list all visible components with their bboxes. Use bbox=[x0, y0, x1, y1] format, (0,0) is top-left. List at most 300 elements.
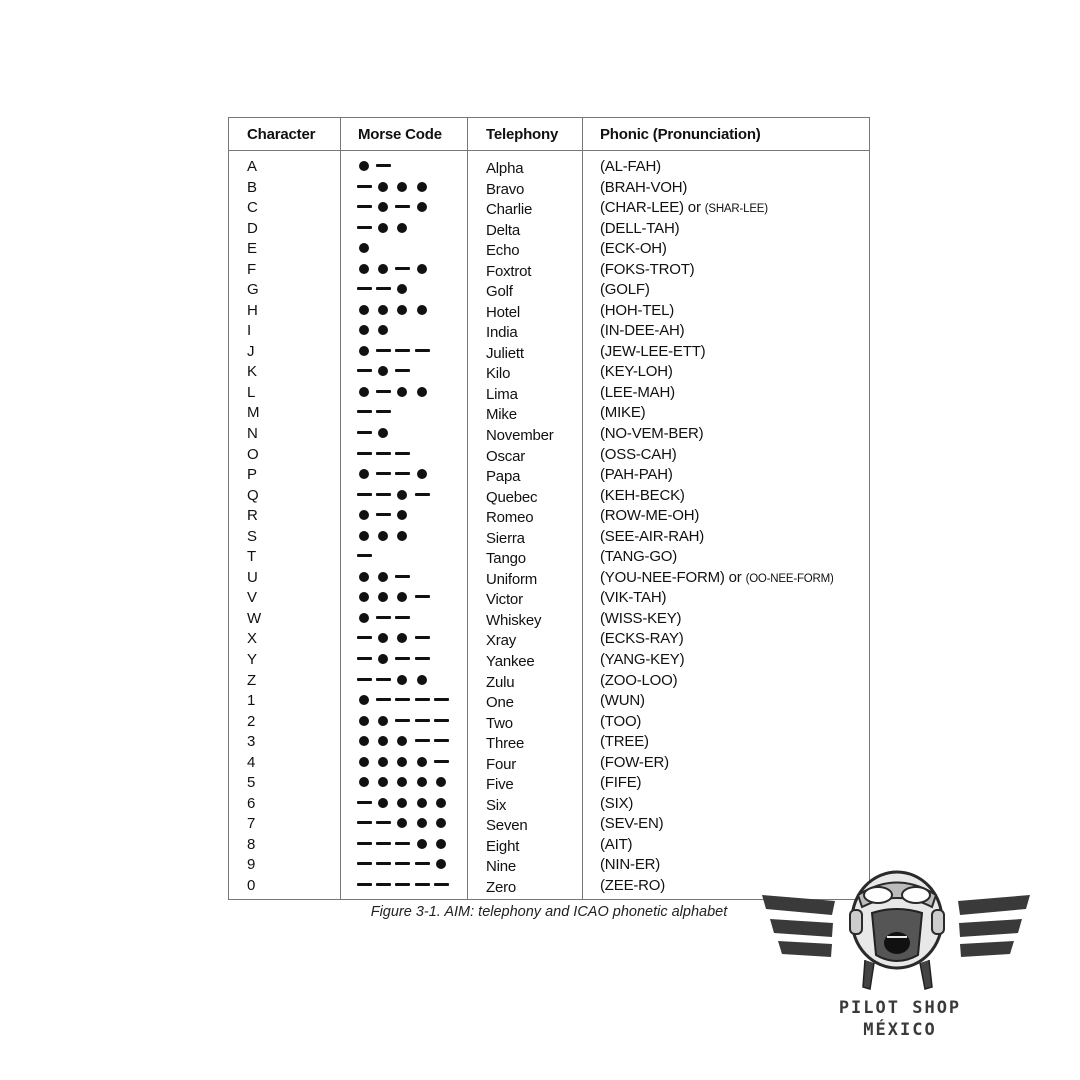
morse-dot bbox=[417, 202, 427, 212]
phonic-main: (CHAR-LEE) or bbox=[600, 199, 705, 217]
morse-dash bbox=[357, 226, 372, 229]
morse-dash bbox=[395, 575, 410, 578]
character-cell: L bbox=[247, 383, 256, 401]
morse-dot bbox=[417, 305, 427, 315]
phonic-cell bbox=[600, 507, 699, 524]
morse-dot bbox=[378, 182, 388, 192]
phonic-main: (BRAH-VOH) bbox=[600, 178, 688, 196]
morse-dot bbox=[359, 777, 369, 787]
table-row bbox=[229, 690, 869, 711]
phonic-main: (TOO) bbox=[600, 712, 642, 730]
character-cell: I bbox=[247, 322, 251, 340]
morse-dash bbox=[376, 883, 391, 886]
phonic-main: (KEH-BECK) bbox=[600, 486, 685, 504]
morse-dot bbox=[359, 469, 369, 479]
phonic-main: (WUN) bbox=[600, 692, 645, 710]
phonic-cell bbox=[600, 466, 673, 483]
telephony-cell: One bbox=[486, 694, 514, 712]
morse-dot bbox=[378, 325, 388, 335]
character-cell: 6 bbox=[247, 794, 256, 812]
telephony-cell: Alpha bbox=[486, 160, 524, 177]
table-row bbox=[229, 259, 869, 280]
phonic-cell bbox=[600, 548, 677, 565]
table-row bbox=[229, 628, 869, 649]
phonic-cell bbox=[600, 795, 633, 812]
character-cell: F bbox=[247, 260, 256, 278]
table-row bbox=[229, 361, 869, 382]
phonic-main: (SIX) bbox=[600, 794, 634, 812]
character-cell: U bbox=[247, 568, 258, 586]
morse-dash bbox=[357, 369, 372, 372]
character-cell: T bbox=[247, 548, 256, 566]
telephony-cell: Romeo bbox=[486, 509, 534, 527]
phonic-alternate: (SHAR-LEE) bbox=[704, 203, 768, 216]
phonic-cell bbox=[600, 363, 673, 380]
morse-dot bbox=[436, 818, 446, 828]
phonic-main: (ECKS-RAY) bbox=[600, 630, 684, 648]
character-cell: A bbox=[247, 158, 257, 175]
morse-dash bbox=[357, 842, 372, 845]
morse-dash bbox=[357, 452, 372, 455]
character-cell: W bbox=[247, 609, 261, 627]
morse-dot bbox=[378, 264, 388, 274]
morse-dot bbox=[359, 592, 369, 602]
morse-dot bbox=[417, 264, 427, 274]
phonic-cell bbox=[600, 836, 632, 853]
morse-dot bbox=[359, 510, 369, 520]
phonic-main: (NIN-ER) bbox=[600, 856, 661, 874]
telephony-cell: Quebec bbox=[486, 488, 538, 506]
morse-dot bbox=[378, 223, 388, 233]
morse-dot bbox=[378, 633, 388, 643]
character-cell: 7 bbox=[247, 815, 256, 833]
morse-dot bbox=[359, 736, 369, 746]
table-row bbox=[229, 197, 869, 218]
table-row bbox=[229, 752, 869, 773]
morse-dash bbox=[434, 698, 449, 701]
phonic-main: (ECK-OH) bbox=[600, 240, 667, 258]
morse-dot bbox=[359, 613, 369, 623]
morse-dot bbox=[397, 223, 407, 233]
phonic-cell bbox=[600, 815, 663, 832]
character-cell: 8 bbox=[247, 835, 256, 853]
phonic-main: (NO-VEM-BER) bbox=[600, 425, 704, 443]
phonic-main: (JEW-LEE-ETT) bbox=[600, 342, 706, 360]
morse-dot bbox=[417, 182, 427, 192]
telephony-cell: Tango bbox=[486, 550, 526, 568]
morse-dash bbox=[376, 349, 391, 352]
phonic-main: (SEE-AIR-RAH) bbox=[600, 527, 705, 545]
morse-dash bbox=[415, 862, 430, 865]
morse-dot bbox=[397, 387, 407, 397]
telephony-cell: Yankee bbox=[486, 652, 535, 670]
morse-dot bbox=[397, 305, 407, 315]
morse-dash bbox=[376, 678, 391, 681]
morse-dash bbox=[395, 616, 410, 619]
header-morse-code: Morse Code bbox=[358, 126, 442, 143]
morse-dash bbox=[395, 452, 410, 455]
character-cell: E bbox=[247, 240, 257, 258]
morse-dot bbox=[359, 243, 369, 253]
morse-dot bbox=[359, 325, 369, 335]
morse-dot bbox=[397, 736, 407, 746]
wing-stripe bbox=[762, 895, 835, 915]
character-cell: V bbox=[247, 589, 257, 607]
table-row bbox=[229, 156, 869, 177]
table-row bbox=[229, 649, 869, 670]
morse-dash bbox=[395, 472, 410, 475]
telephony-cell: Nine bbox=[486, 858, 517, 876]
character-cell: G bbox=[247, 281, 259, 299]
table-row bbox=[229, 505, 869, 526]
morse-dash bbox=[395, 349, 410, 352]
morse-dash bbox=[395, 267, 410, 270]
morse-dot bbox=[397, 490, 407, 500]
character-cell: O bbox=[247, 445, 259, 463]
table-row bbox=[229, 444, 869, 465]
morse-dash bbox=[357, 657, 372, 660]
table-row bbox=[229, 670, 869, 691]
telephony-cell: Victor bbox=[486, 591, 523, 609]
telephony-cell: Whiskey bbox=[486, 611, 542, 629]
morse-dash bbox=[395, 698, 410, 701]
table-row bbox=[229, 793, 869, 814]
phonic-cell bbox=[600, 610, 681, 627]
morse-dot bbox=[417, 818, 427, 828]
character-cell: X bbox=[247, 630, 257, 648]
character-cell: 5 bbox=[247, 774, 256, 792]
morse-dash bbox=[357, 185, 372, 188]
phonic-main: (AIT) bbox=[600, 835, 633, 853]
phonic-cell bbox=[600, 487, 685, 504]
morse-dash bbox=[415, 739, 430, 742]
phonic-cell bbox=[600, 384, 675, 401]
morse-dash bbox=[395, 883, 410, 886]
telephony-cell: Golf bbox=[486, 283, 513, 301]
phonic-cell bbox=[600, 302, 674, 319]
morse-dash bbox=[395, 842, 410, 845]
table-row bbox=[229, 320, 869, 341]
morse-dot bbox=[397, 798, 407, 808]
phonic-main: (YANG-KEY) bbox=[600, 650, 685, 668]
table-row bbox=[229, 341, 869, 362]
morse-dash bbox=[434, 883, 449, 886]
morse-dash bbox=[357, 636, 372, 639]
telephony-cell: Charlie bbox=[486, 201, 533, 219]
morse-dot bbox=[359, 346, 369, 356]
table-row bbox=[229, 711, 869, 732]
morse-dash bbox=[376, 390, 391, 393]
phonic-cell bbox=[600, 630, 684, 647]
wing-stripe bbox=[958, 895, 1030, 915]
phonic-cell bbox=[600, 589, 666, 606]
telephony-cell: Uniform bbox=[486, 570, 538, 588]
table-row bbox=[229, 238, 869, 259]
phonic-cell bbox=[600, 322, 684, 339]
morse-dot bbox=[397, 675, 407, 685]
phonic-cell bbox=[600, 672, 677, 689]
phonic-cell bbox=[600, 774, 641, 791]
morse-dot bbox=[359, 716, 369, 726]
phonic-cell bbox=[600, 528, 704, 545]
morse-dot bbox=[378, 202, 388, 212]
telephony-cell: Xray bbox=[486, 632, 517, 650]
phonic-main: (TREE) bbox=[600, 733, 649, 751]
phonic-main: (FOKS-TROT) bbox=[600, 260, 695, 278]
morse-dash bbox=[357, 801, 372, 804]
character-cell: J bbox=[247, 342, 255, 360]
table-row bbox=[229, 834, 869, 855]
phonic-cell bbox=[600, 261, 694, 278]
morse-dot bbox=[436, 777, 446, 787]
morse-dot bbox=[378, 716, 388, 726]
telephony-cell: Bravo bbox=[486, 180, 525, 198]
phonic-cell bbox=[600, 425, 703, 442]
table-row bbox=[229, 587, 869, 608]
phonic-main: (ZEE-RO) bbox=[600, 876, 666, 894]
logo-text-line1: PILOT SHOP bbox=[838, 998, 962, 1018]
table-row bbox=[229, 177, 869, 198]
phonic-main: (WISS-KEY) bbox=[600, 609, 682, 627]
morse-dot bbox=[378, 798, 388, 808]
wing-stripe bbox=[770, 919, 833, 937]
character-cell: M bbox=[247, 404, 260, 422]
telephony-cell: Mike bbox=[486, 406, 517, 424]
morse-dash bbox=[434, 719, 449, 722]
telephony-cell: Three bbox=[486, 735, 525, 753]
phonic-cell bbox=[600, 856, 660, 873]
phonic-cell bbox=[600, 569, 834, 586]
morse-dash bbox=[395, 719, 410, 722]
phonic-main: (AL-FAH) bbox=[600, 158, 661, 175]
character-cell: P bbox=[247, 466, 257, 484]
morse-dot bbox=[397, 757, 407, 767]
morse-dot bbox=[417, 839, 427, 849]
morse-dot bbox=[436, 839, 446, 849]
table-row bbox=[229, 279, 869, 300]
telephony-cell: India bbox=[486, 324, 518, 342]
morse-dash bbox=[415, 493, 430, 496]
morse-dash bbox=[415, 636, 430, 639]
telephony-cell: Foxtrot bbox=[486, 262, 532, 280]
table-row bbox=[229, 218, 869, 239]
phonic-cell bbox=[600, 713, 641, 730]
telephony-cell: Oscar bbox=[486, 447, 526, 465]
morse-dash bbox=[434, 739, 449, 742]
telephony-cell: Lima bbox=[486, 385, 518, 403]
phonic-cell bbox=[600, 651, 684, 668]
morse-dot bbox=[417, 387, 427, 397]
phonic-cell bbox=[600, 281, 650, 298]
header-phonic: Phonic (Pronunciation) bbox=[600, 126, 761, 143]
telephony-cell: Juliett bbox=[486, 344, 524, 362]
morse-dash bbox=[395, 205, 410, 208]
morse-dash bbox=[395, 862, 410, 865]
character-cell: 3 bbox=[247, 733, 256, 751]
gorilla-pilot-icon bbox=[760, 865, 1040, 1005]
morse-dot bbox=[359, 161, 369, 171]
phonic-main: (KEY-LOH) bbox=[600, 363, 673, 381]
phonic-main: (DELL-TAH) bbox=[600, 219, 680, 237]
phonic-main: (ZOO-LOO) bbox=[600, 671, 678, 689]
morse-dash bbox=[415, 883, 430, 886]
morse-dash bbox=[357, 883, 372, 886]
morse-dot bbox=[359, 695, 369, 705]
telephony-cell: Hotel bbox=[486, 303, 521, 321]
table-row bbox=[229, 567, 869, 588]
phonic-cell bbox=[600, 179, 687, 196]
character-cell: Z bbox=[247, 671, 256, 689]
character-cell: H bbox=[247, 301, 258, 319]
header-telephony: Telephony bbox=[486, 126, 559, 143]
character-cell: N bbox=[247, 425, 258, 443]
table-row bbox=[229, 546, 869, 567]
morse-dot bbox=[417, 675, 427, 685]
wing-stripe bbox=[960, 941, 1014, 957]
morse-dash bbox=[376, 164, 391, 167]
phonic-cell bbox=[600, 692, 645, 709]
morse-dot bbox=[397, 531, 407, 541]
phonetic-alphabet-table bbox=[228, 117, 870, 900]
phonic-main: (PAH-PAH) bbox=[600, 466, 673, 484]
table-row bbox=[229, 300, 869, 321]
phonic-cell bbox=[600, 199, 768, 216]
phonic-cell bbox=[600, 240, 667, 257]
morse-dot bbox=[378, 305, 388, 315]
morse-dash bbox=[357, 821, 372, 824]
morse-dash bbox=[434, 760, 449, 763]
table-row bbox=[229, 423, 869, 444]
character-cell: K bbox=[247, 363, 257, 381]
phonic-cell bbox=[600, 158, 661, 175]
character-cell: 2 bbox=[247, 712, 256, 730]
morse-dot bbox=[417, 777, 427, 787]
morse-dash bbox=[357, 431, 372, 434]
character-cell: Y bbox=[247, 650, 257, 668]
phonic-cell bbox=[600, 343, 705, 360]
character-cell: Q bbox=[247, 486, 259, 504]
morse-dash bbox=[415, 657, 430, 660]
logo-text-line2: MÉXICO bbox=[863, 1020, 937, 1040]
table-row bbox=[229, 813, 869, 834]
phonic-cell bbox=[600, 220, 679, 237]
morse-dash bbox=[357, 410, 372, 413]
phonic-cell bbox=[600, 446, 677, 463]
phonic-main: (OSS-CAH) bbox=[600, 445, 677, 463]
phonic-cell bbox=[600, 754, 669, 771]
morse-dot bbox=[378, 572, 388, 582]
morse-dot bbox=[359, 305, 369, 315]
telephony-cell: Two bbox=[486, 714, 513, 732]
phonic-cell bbox=[600, 877, 665, 894]
morse-dot bbox=[359, 387, 369, 397]
morse-dot bbox=[397, 284, 407, 294]
phonic-main: (ROW-ME-OH) bbox=[600, 507, 700, 525]
morse-dash bbox=[376, 616, 391, 619]
table-row bbox=[229, 464, 869, 485]
table-row bbox=[229, 485, 869, 506]
table-row bbox=[229, 382, 869, 403]
morse-dash bbox=[376, 862, 391, 865]
morse-dot bbox=[436, 798, 446, 808]
figure-caption: Figure 3-1. AIM: telephony and ICAO phonetic alphabet bbox=[370, 904, 728, 920]
telephony-cell: Zero bbox=[486, 878, 517, 896]
morse-dash bbox=[415, 698, 430, 701]
table-row bbox=[229, 608, 869, 629]
morse-dot bbox=[378, 592, 388, 602]
character-cell: 4 bbox=[247, 753, 256, 771]
telephony-cell: Five bbox=[486, 776, 514, 794]
wing-stripe bbox=[778, 941, 832, 957]
morse-dot bbox=[378, 531, 388, 541]
telephony-cell: Zulu bbox=[486, 673, 515, 691]
morse-dot bbox=[397, 510, 407, 520]
morse-dash bbox=[376, 821, 391, 824]
header-character: Character bbox=[247, 126, 316, 143]
phonic-main: (GOLF) bbox=[600, 281, 650, 299]
telephony-cell: Four bbox=[486, 755, 517, 773]
table-row bbox=[229, 772, 869, 793]
morse-dot bbox=[359, 572, 369, 582]
morse-dash bbox=[357, 205, 372, 208]
character-cell: C bbox=[247, 199, 258, 217]
morse-dot bbox=[378, 777, 388, 787]
morse-dash bbox=[376, 452, 391, 455]
phonic-main: (IN-DEE-AH) bbox=[600, 322, 685, 340]
morse-dot bbox=[378, 428, 388, 438]
character-cell: S bbox=[247, 527, 257, 545]
morse-dash bbox=[357, 862, 372, 865]
telephony-cell: Kilo bbox=[486, 365, 511, 383]
character-cell: R bbox=[247, 507, 258, 525]
morse-dot bbox=[378, 736, 388, 746]
morse-dot bbox=[436, 859, 446, 869]
telephony-cell: Echo bbox=[486, 242, 520, 260]
phonic-main: (MIKE) bbox=[600, 404, 646, 422]
morse-dot bbox=[378, 654, 388, 664]
morse-dash bbox=[415, 595, 430, 598]
phonic-main: (TANG-GO) bbox=[600, 548, 678, 566]
morse-dash bbox=[376, 842, 391, 845]
morse-dot bbox=[417, 757, 427, 767]
morse-dash bbox=[357, 287, 372, 290]
morse-dash bbox=[376, 410, 391, 413]
phonic-cell bbox=[600, 733, 649, 750]
morse-dash bbox=[395, 369, 410, 372]
table-row bbox=[229, 731, 869, 752]
phonic-cell bbox=[600, 404, 645, 421]
character-cell: 1 bbox=[247, 692, 256, 710]
morse-dot bbox=[397, 818, 407, 828]
morse-dash bbox=[415, 349, 430, 352]
phonic-main: (SEV-EN) bbox=[600, 815, 664, 833]
morse-dash bbox=[376, 287, 391, 290]
morse-dash bbox=[376, 698, 391, 701]
phonic-main: (VIK-TAH) bbox=[600, 589, 667, 607]
morse-dot bbox=[378, 757, 388, 767]
morse-dot bbox=[378, 366, 388, 376]
telephony-cell: Eight bbox=[486, 837, 520, 855]
telephony-cell: Six bbox=[486, 796, 507, 814]
character-cell: 0 bbox=[247, 876, 256, 894]
header-divider bbox=[229, 150, 869, 151]
morse-dash bbox=[376, 513, 391, 516]
morse-dash bbox=[376, 472, 391, 475]
pilot-shop-logo bbox=[760, 865, 1040, 1050]
morse-dot bbox=[359, 531, 369, 541]
morse-dot bbox=[397, 633, 407, 643]
morse-dash bbox=[357, 678, 372, 681]
